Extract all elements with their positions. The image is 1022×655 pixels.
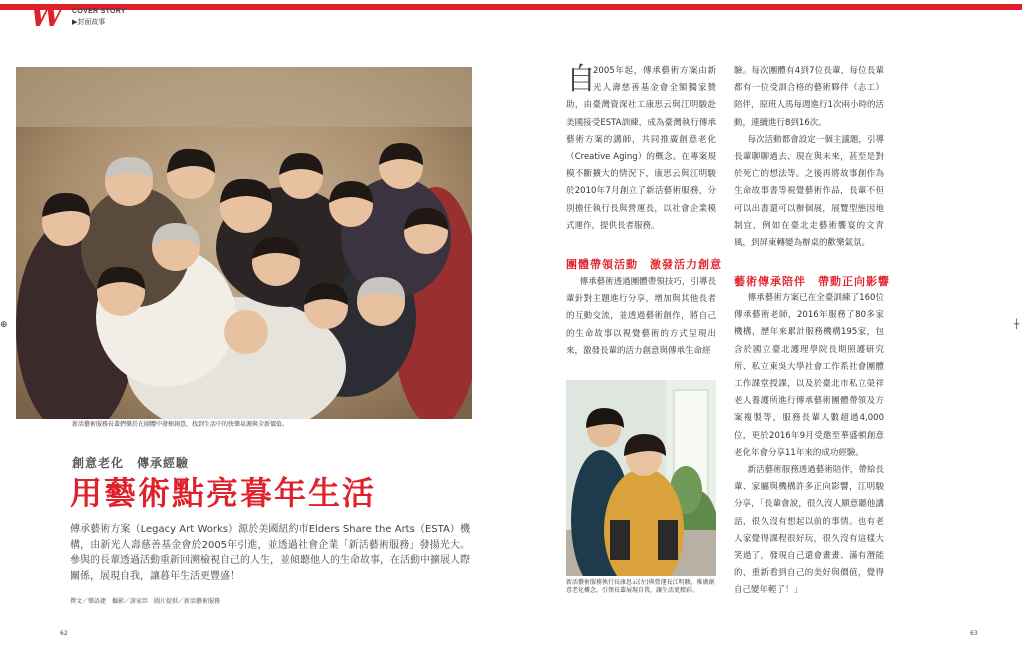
section-label-zh: ▶封面故事 — [72, 18, 106, 26]
body-column-1 — [566, 63, 716, 235]
col1-paragraph-1-text: 2005年起，傳承藝術方案由新光人壽慈善基金會全額獨家贊助，由臺灣資深社工康思云與江明駿赴美國接受ESTA訓練，成為臺灣執行傳承藝術方案的講師，共同推廣創意老化（Creative Aging）的概念。在專案規模不斷擴大的情況下，康思云與江明駿於2010年7月創立了新活藝術服務，分別擔任執行長與營運長，以社會企業模式運作，提供長者服務。 — [566, 66, 716, 231]
founders-photo-caption: 新活藝術服務執行長康思云(左)與營運長江明駿，推廣創意老化概念，引領長輩展現自我，讓生活更精彩。 — [566, 579, 715, 594]
page-number-right: 63 — [970, 630, 978, 637]
section-heading-2: 藝術傳承陪伴 帶動正向影響 — [734, 275, 890, 288]
col2-paragraph-3: 傳承藝術方案已在全臺訓練了160位傳承藝術老師，2016年服務了80多家機構，歷年來累計服務機構195家，包含於國立臺北護理學院長期照護研究所、私立東吳大學社會工作系社會團體工作課堂授課，以及於臺北市私立榮祥老人養護所進行傳承藝術團體帶領及方案複製等，服務長輩人數超過4,000位，更於2016年9月受邀至華盛頓創意老化年會分享11年來的成功經驗。 — [734, 293, 884, 458]
main-photo-caption: 新活藝術服務長輩們樂於在團體中發揮創意，找到生活中的快樂泉源與全新價值。 — [72, 421, 289, 428]
body-column-2 — [734, 63, 884, 252]
body-column-2b — [734, 290, 884, 600]
col2-paragraph-2: 每次活動都會設定一個主議題，引導長輩聊聊過去、現在與未來，甚至是對於死亡的想法等。之後再將故事創作為生命故事書等視覺藝術作品，長輩不但可以出書還可以辦個展，展覽型態因地制宜，例如在臺北走藝術饗宴的文青風，到屏東轉變為辦桌的歡樂氣氛。 — [734, 134, 884, 249]
article-intro: 傳承藝術方案（Legacy Art Works）源於美國紐約市Elders Share the Arts（ESTA）機構，由新光人壽慈善基金會於2005年引進，並透過社會企業「新活藝術服務」發揚光大。參與的長輩透過活動重新回溯檢視自己的人生，並傾聽他人的生命故事，在活動中擴展人際關係，展現自我，讓暮年生活更豐盛！ — [70, 524, 470, 582]
registration-mark-right: ┼ — [1014, 320, 1020, 330]
founders-photo — [566, 380, 716, 576]
section-label-en: COVER STORY — [72, 8, 126, 15]
article-credits: 撰文／樂語捷 攝影／游家臣 圖片提供／新活藝術服務 — [70, 598, 221, 605]
registration-mark-left: ⊕ — [0, 320, 8, 330]
col2-paragraph-1: 驗。每次團體有4到7位長輩，每位長輩都有一位受訓合格的藝術夥伴（志工）陪伴，原班人馬每週進行1次兩小時的活動，連續進行8到16次。 — [734, 66, 884, 128]
body-column-1b — [566, 274, 716, 360]
group-photo-illustration — [16, 67, 472, 419]
main-group-photo — [16, 67, 472, 419]
article-subtitle: 創意老化 傳承經驗 — [72, 456, 190, 470]
header-red-bar — [0, 4, 1022, 10]
article-title: 用藝術點亮暮年生活 — [70, 474, 377, 512]
col1-paragraph-2: 傳承藝術透過團體帶領技巧，引導長輩針對主題進行分享，增加與其他長者的互動交流，並透過藝術創作，將自己的生命故事以視覺藝術的方式呈現出來，激發長輩的活力創意與傳承生命經 — [566, 277, 716, 356]
page-number-left: 62 — [60, 630, 68, 637]
dropcap: 自 — [566, 62, 596, 97]
founders-photo-illustration — [566, 380, 716, 576]
magazine-logo: W — [30, 0, 64, 34]
col2-paragraph-4: 新活藝術服務透過藝術陪伴，帶給長輩、家屬與機構許多正向影響，江明駿分享，「長輩會說，很久沒人願意聽他講話，很久沒有想起以前的事情。也有老人家覺得課程很好玩，很久沒有這樣大笑過了，發現自己還會畫畫、滿有潛能的，重新看到自己的美好與價值，覺得自己變年輕了！」 — [734, 465, 884, 596]
col1-paragraph-1 — [566, 63, 716, 235]
section-heading-1: 團體帶領活動 激發活力創意 — [566, 258, 722, 271]
